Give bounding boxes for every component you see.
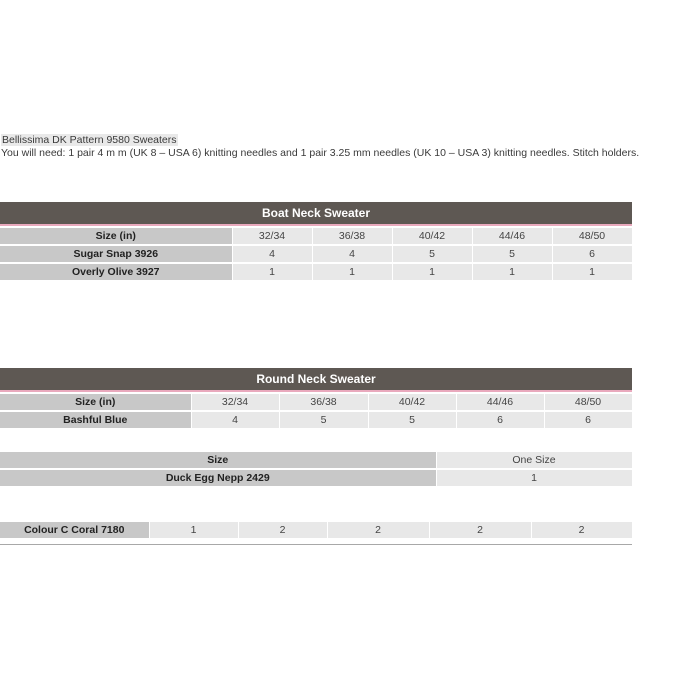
qty-cell: 1: [312, 263, 392, 281]
yarn-label: Bashful Blue: [0, 411, 191, 429]
size-cell: 32/34: [191, 394, 279, 411]
qty-cell: 2: [429, 522, 531, 539]
size-cell: 36/38: [312, 228, 392, 245]
yarn-label: Duck Egg Nepp 2429: [0, 469, 436, 487]
table-row: [0, 452, 632, 469]
table-row: [0, 245, 632, 263]
table-row: [0, 394, 632, 411]
size-label: Size (in): [0, 228, 232, 245]
round-neck-table: [0, 394, 633, 430]
qty-cell: 1: [472, 263, 552, 281]
qty-cell: 5: [392, 245, 472, 263]
boat-neck-table: [0, 228, 633, 282]
qty-cell: 1: [552, 263, 632, 281]
qty-cell: 4: [191, 411, 279, 429]
qty-cell: 1: [392, 263, 472, 281]
qty-cell: 1: [436, 469, 632, 487]
size-cell: 40/42: [368, 394, 456, 411]
size-cell: 32/34: [232, 228, 312, 245]
yarn-label: Sugar Snap 3926: [0, 245, 232, 263]
size-cell: 44/46: [456, 394, 544, 411]
coral-table: [0, 522, 633, 540]
table-row: [0, 228, 632, 245]
qty-cell: 2: [531, 522, 632, 539]
size-cell: 36/38: [279, 394, 368, 411]
qty-cell: 1: [149, 522, 238, 539]
size-cell: 44/46: [472, 228, 552, 245]
table-row: [0, 469, 632, 487]
size-cell: 48/50: [544, 394, 632, 411]
round-neck-header: Round Neck Sweater: [0, 368, 632, 392]
yarn-label: Overly Olive 3927: [0, 263, 232, 281]
size-label: Size (in): [0, 394, 191, 411]
pattern-title: Bellissima DK Pattern 9580 Sweaters: [2, 134, 177, 146]
qty-cell: 5: [368, 411, 456, 429]
bottom-divider: [0, 544, 632, 545]
table-row: [0, 411, 632, 429]
qty-cell: 5: [472, 245, 552, 263]
table-row: [0, 522, 632, 539]
qty-cell: 2: [238, 522, 327, 539]
size-label: Size: [0, 452, 436, 469]
qty-cell: 2: [327, 522, 429, 539]
size-cell: One Size: [436, 452, 632, 469]
qty-cell: 6: [544, 411, 632, 429]
boat-neck-header: Boat Neck Sweater: [0, 202, 632, 226]
duck-egg-table: [0, 452, 633, 488]
size-cell: 48/50: [552, 228, 632, 245]
yarn-label: Colour C Coral 7180: [0, 522, 149, 539]
pattern-requirements: You will need: 1 pair 4 m m (UK 8 – USA 6) knitting needles and 1 pair 3.25 mm needles (UK 10 – USA 3) knitting needles. Stitch holders.: [1, 146, 640, 159]
qty-cell: 6: [456, 411, 544, 429]
size-cell: 40/42: [392, 228, 472, 245]
qty-cell: 1: [232, 263, 312, 281]
qty-cell: 4: [312, 245, 392, 263]
pattern-intro: [1, 134, 639, 159]
qty-cell: 4: [232, 245, 312, 263]
qty-cell: 5: [279, 411, 368, 429]
table-row: [0, 263, 632, 281]
qty-cell: 6: [552, 245, 632, 263]
